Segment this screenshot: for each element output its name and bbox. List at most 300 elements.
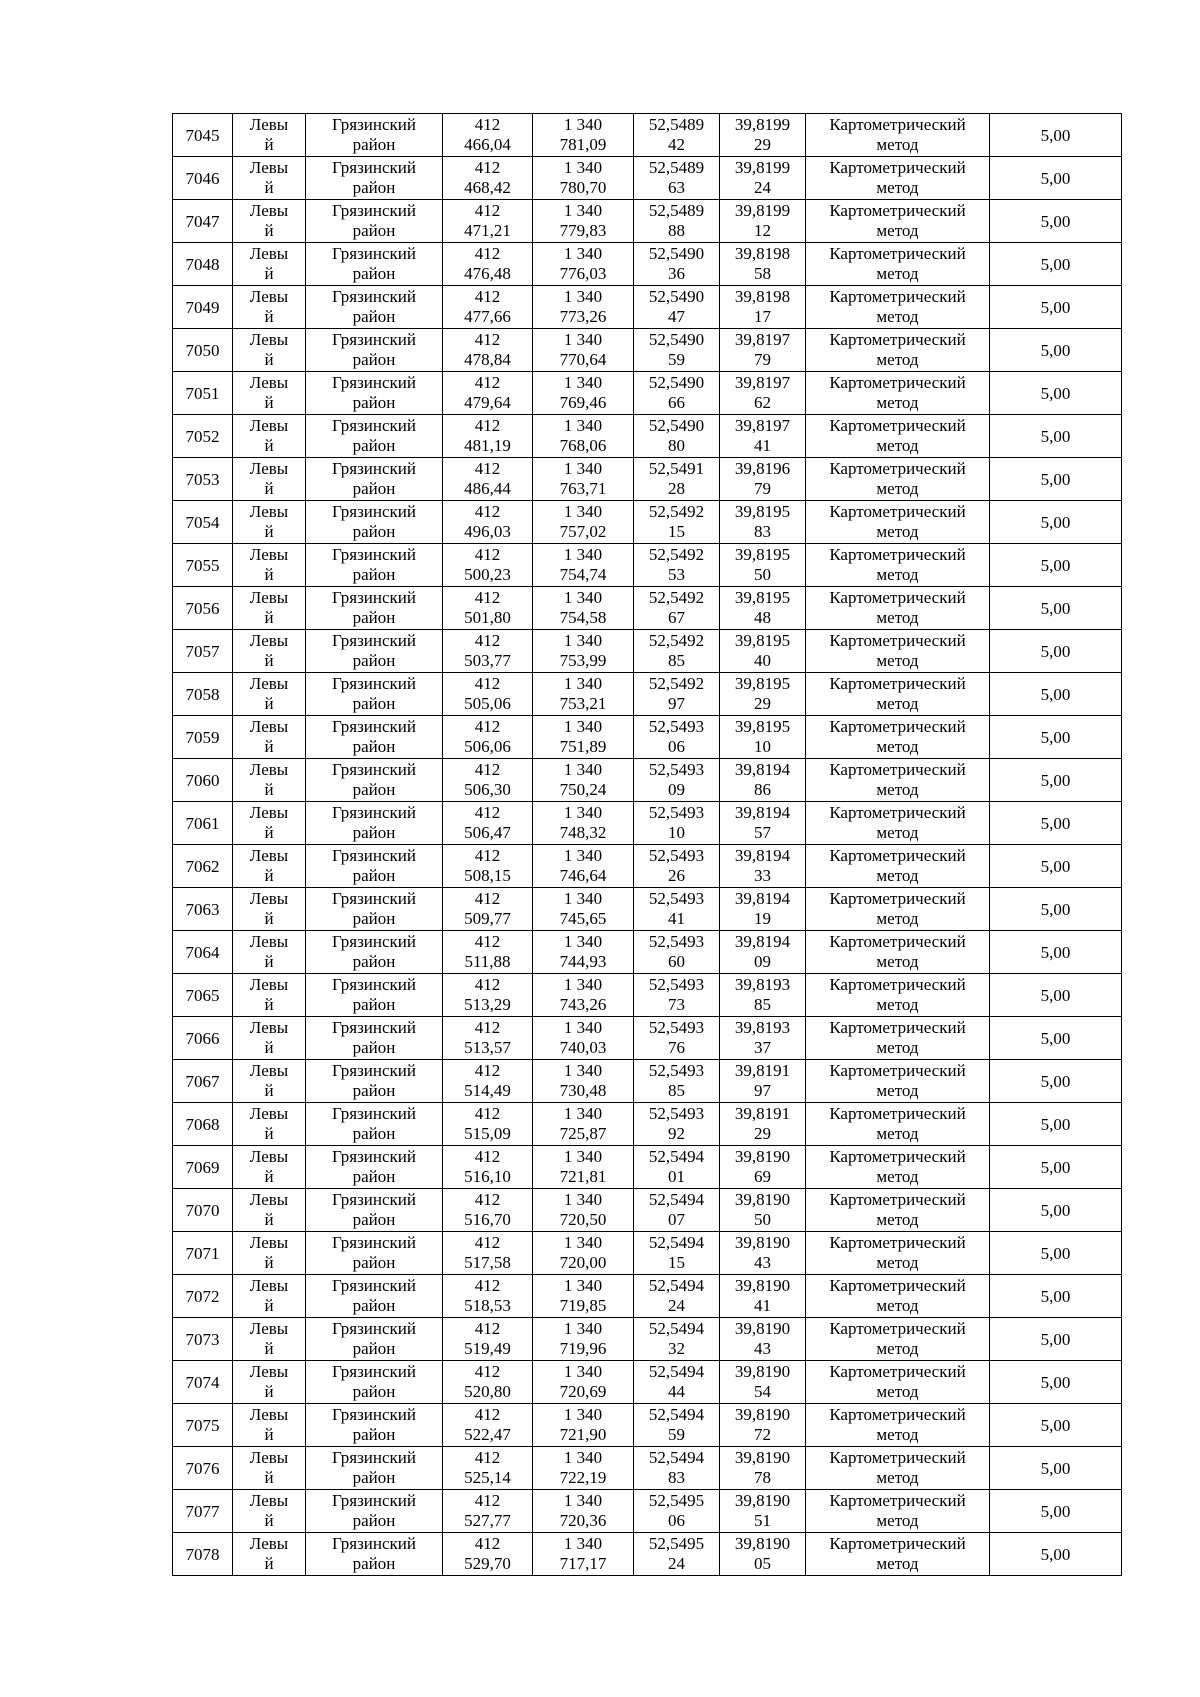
bank-side-cell-line: й <box>264 694 274 713</box>
longitude-cell <box>720 1060 806 1103</box>
bank-side-cell-line: Левы <box>249 1448 289 1467</box>
method-cell-line: метод <box>876 1425 919 1444</box>
method-cell-line: Картометрический <box>829 502 966 521</box>
method-cell <box>806 1533 990 1576</box>
method-cell <box>806 759 990 802</box>
method-cell <box>806 630 990 673</box>
x-coordinate-cell-line: 522,47 <box>464 1425 511 1444</box>
longitude-cell-line: 39,8193 <box>734 975 791 994</box>
longitude-cell <box>720 501 806 544</box>
district-cell <box>306 329 443 372</box>
y-coordinate-cell <box>533 114 634 157</box>
y-coordinate-cell-line: 1 340 <box>563 1190 603 1209</box>
longitude-cell-line: 33 <box>754 866 771 885</box>
method-cell-line: метод <box>876 1468 919 1487</box>
latitude-cell <box>634 243 720 286</box>
x-coordinate-cell <box>443 1361 533 1404</box>
bank-side-cell-line: Левы <box>249 244 289 263</box>
district-cell-line: район <box>352 393 396 412</box>
table-row <box>173 974 1122 1017</box>
y-coordinate-cell-line: 1 340 <box>563 674 603 693</box>
district-cell-line: Грязинский <box>332 545 416 564</box>
x-coordinate-cell <box>443 845 533 888</box>
latitude-cell-line: 52,5492 <box>648 588 705 607</box>
table-row <box>173 1060 1122 1103</box>
district-cell <box>306 802 443 845</box>
x-coordinate-cell-line: 505,06 <box>464 694 511 713</box>
latitude-cell-line: 52,5492 <box>648 502 705 521</box>
y-coordinate-cell <box>533 200 634 243</box>
x-coordinate-cell <box>443 630 533 673</box>
y-coordinate-cell-line: 725,87 <box>559 1124 607 1143</box>
longitude-cell-line: 39,8197 <box>734 416 791 435</box>
bank-side-cell <box>233 759 306 802</box>
bank-side-cell <box>233 372 306 415</box>
bank-side-cell-line: Левы <box>249 373 289 392</box>
bank-side-cell-line: Левы <box>249 416 289 435</box>
x-coordinate-cell <box>443 544 533 587</box>
longitude-cell <box>720 1146 806 1189</box>
y-coordinate-cell-line: 757,02 <box>559 522 607 541</box>
coordinates-table <box>172 113 1122 1576</box>
x-coordinate-cell-line: 412 <box>474 1534 501 1553</box>
y-coordinate-cell <box>533 1490 634 1533</box>
y-coordinate-cell-line: 1 340 <box>563 760 603 779</box>
method-cell <box>806 501 990 544</box>
accuracy-cell: 5,00 <box>990 931 1122 974</box>
table-row <box>173 888 1122 931</box>
bank-side-cell-line: й <box>264 1339 274 1358</box>
x-coordinate-cell <box>443 931 533 974</box>
bank-side-cell <box>233 974 306 1017</box>
accuracy-cell: 5,00 <box>990 1490 1122 1533</box>
longitude-cell-line: 86 <box>754 780 771 799</box>
longitude-cell-line: 39,8195 <box>734 588 791 607</box>
x-coordinate-cell-line: 412 <box>474 416 501 435</box>
table-row <box>173 1275 1122 1318</box>
bank-side-cell-line: й <box>264 1210 274 1229</box>
latitude-cell <box>634 501 720 544</box>
longitude-cell <box>720 673 806 716</box>
method-cell-line: Картометрический <box>829 330 966 349</box>
latitude-cell <box>634 845 720 888</box>
district-cell <box>306 1447 443 1490</box>
district-cell-line: район <box>352 1382 396 1401</box>
longitude-cell <box>720 931 806 974</box>
accuracy-cell: 5,00 <box>990 673 1122 716</box>
table-row <box>173 802 1122 845</box>
y-coordinate-cell <box>533 845 634 888</box>
district-cell <box>306 1103 443 1146</box>
y-coordinate-cell-line: 1 340 <box>563 1362 603 1381</box>
point-number-cell: 7056 <box>173 587 233 630</box>
bank-side-cell <box>233 286 306 329</box>
x-coordinate-cell-line: 412 <box>474 588 501 607</box>
method-cell <box>806 1103 990 1146</box>
method-cell-line: метод <box>876 264 919 283</box>
point-number-cell: 7071 <box>173 1232 233 1275</box>
y-coordinate-cell-line: 743,26 <box>559 995 607 1014</box>
y-coordinate-cell <box>533 888 634 931</box>
longitude-cell-line: 39,8197 <box>734 373 791 392</box>
longitude-cell-line: 09 <box>754 952 771 971</box>
x-coordinate-cell-line: 412 <box>474 1061 501 1080</box>
point-number-cell: 7055 <box>173 544 233 587</box>
bank-side-cell-line: й <box>264 436 274 455</box>
table-row <box>173 286 1122 329</box>
method-cell <box>806 200 990 243</box>
method-cell-line: Картометрический <box>829 1276 966 1295</box>
x-coordinate-cell <box>443 501 533 544</box>
district-cell-line: Грязинский <box>332 115 416 134</box>
latitude-cell-line: 52,5493 <box>648 975 705 994</box>
district-cell-line: район <box>352 1296 396 1315</box>
district-cell <box>306 845 443 888</box>
x-coordinate-cell <box>443 1404 533 1447</box>
bank-side-cell-line: Левы <box>249 1534 289 1553</box>
point-number-cell: 7072 <box>173 1275 233 1318</box>
x-coordinate-cell-line: 412 <box>474 1448 501 1467</box>
bank-side-cell-line: Левы <box>249 1190 289 1209</box>
longitude-cell-line: 79 <box>754 350 771 369</box>
latitude-cell <box>634 372 720 415</box>
accuracy-cell: 5,00 <box>990 888 1122 931</box>
x-coordinate-cell-line: 527,77 <box>464 1511 511 1530</box>
method-cell-line: метод <box>876 1253 919 1272</box>
district-cell <box>306 1060 443 1103</box>
point-number-cell: 7062 <box>173 845 233 888</box>
longitude-cell <box>720 759 806 802</box>
point-number-cell: 7052 <box>173 415 233 458</box>
y-coordinate-cell-line: 720,50 <box>559 1210 607 1229</box>
y-coordinate-cell <box>533 1146 634 1189</box>
longitude-cell-line: 39,8191 <box>734 1061 791 1080</box>
bank-side-cell <box>233 1318 306 1361</box>
district-cell-line: район <box>352 565 396 584</box>
point-number-cell: 7053 <box>173 458 233 501</box>
longitude-cell-line: 79 <box>754 479 771 498</box>
longitude-cell-line: 48 <box>754 608 771 627</box>
point-number-cell: 7061 <box>173 802 233 845</box>
longitude-cell-line: 39,8194 <box>734 889 791 908</box>
y-coordinate-cell-line: 1 340 <box>563 588 603 607</box>
bank-side-cell <box>233 1232 306 1275</box>
method-cell <box>806 974 990 1017</box>
x-coordinate-cell-line: 509,77 <box>464 909 511 928</box>
accuracy-cell: 5,00 <box>990 114 1122 157</box>
method-cell-line: метод <box>876 1511 919 1530</box>
district-cell <box>306 1490 443 1533</box>
method-cell-line: метод <box>876 522 919 541</box>
x-coordinate-cell <box>443 1275 533 1318</box>
y-coordinate-cell-line: 1 340 <box>563 717 603 736</box>
method-cell-line: метод <box>876 866 919 885</box>
accuracy-cell: 5,00 <box>990 286 1122 329</box>
bank-side-cell-line: й <box>264 823 274 842</box>
bank-side-cell-line: й <box>264 1167 274 1186</box>
district-cell <box>306 931 443 974</box>
method-cell-line: Картометрический <box>829 1147 966 1166</box>
district-cell-line: Грязинский <box>332 1190 416 1209</box>
method-cell-line: Картометрический <box>829 674 966 693</box>
latitude-cell-line: 07 <box>668 1210 685 1229</box>
district-cell-line: район <box>352 995 396 1014</box>
y-coordinate-cell <box>533 415 634 458</box>
bank-side-cell-line: Левы <box>249 1491 289 1510</box>
method-cell-line: Картометрический <box>829 631 966 650</box>
latitude-cell-line: 52,5490 <box>648 330 705 349</box>
district-cell-line: район <box>352 694 396 713</box>
district-cell-line: Грязинский <box>332 846 416 865</box>
x-coordinate-cell-line: 471,21 <box>464 221 511 240</box>
latitude-cell-line: 01 <box>668 1167 685 1186</box>
y-coordinate-cell-line: 768,06 <box>559 436 607 455</box>
longitude-cell-line: 39,8194 <box>734 803 791 822</box>
longitude-cell-line: 39,8195 <box>734 545 791 564</box>
x-coordinate-cell <box>443 587 533 630</box>
longitude-cell-line: 37 <box>754 1038 771 1057</box>
longitude-cell-line: 29 <box>754 135 771 154</box>
table-row <box>173 544 1122 587</box>
x-coordinate-cell <box>443 243 533 286</box>
longitude-cell <box>720 888 806 931</box>
y-coordinate-cell-line: 1 340 <box>563 1104 603 1123</box>
district-cell-line: район <box>352 866 396 885</box>
district-cell-line: Грязинский <box>332 373 416 392</box>
district-cell-line: Грязинский <box>332 1405 416 1424</box>
method-cell <box>806 931 990 974</box>
x-coordinate-cell <box>443 1189 533 1232</box>
longitude-cell <box>720 1232 806 1275</box>
bank-side-cell <box>233 802 306 845</box>
table-row <box>173 1318 1122 1361</box>
latitude-cell-line: 52,5490 <box>648 373 705 392</box>
x-coordinate-cell <box>443 1146 533 1189</box>
accuracy-cell: 5,00 <box>990 587 1122 630</box>
latitude-cell <box>634 716 720 759</box>
point-number-cell: 7049 <box>173 286 233 329</box>
bank-side-cell <box>233 157 306 200</box>
y-coordinate-cell <box>533 1361 634 1404</box>
accuracy-cell: 5,00 <box>990 329 1122 372</box>
longitude-cell-line: 43 <box>754 1253 771 1272</box>
district-cell-line: район <box>352 1253 396 1272</box>
bank-side-cell-line: Левы <box>249 674 289 693</box>
y-coordinate-cell-line: 754,74 <box>559 565 607 584</box>
longitude-cell <box>720 1490 806 1533</box>
bank-side-cell <box>233 1146 306 1189</box>
longitude-cell-line: 39,8195 <box>734 631 791 650</box>
latitude-cell-line: 52,5494 <box>648 1190 705 1209</box>
x-coordinate-cell <box>443 1533 533 1576</box>
method-cell-line: Картометрический <box>829 1190 966 1209</box>
method-cell-line: метод <box>876 393 919 412</box>
x-coordinate-cell <box>443 114 533 157</box>
district-cell <box>306 587 443 630</box>
x-coordinate-cell-line: 412 <box>474 545 501 564</box>
latitude-cell-line: 15 <box>668 522 685 541</box>
y-coordinate-cell-line: 750,24 <box>559 780 607 799</box>
latitude-cell-line: 52,5493 <box>648 1061 705 1080</box>
method-cell-line: метод <box>876 651 919 670</box>
bank-side-cell <box>233 587 306 630</box>
x-coordinate-cell-line: 412 <box>474 1104 501 1123</box>
point-number-cell: 7070 <box>173 1189 233 1232</box>
latitude-cell-line: 52,5494 <box>648 1319 705 1338</box>
x-coordinate-cell <box>443 157 533 200</box>
y-coordinate-cell-line: 1 340 <box>563 1018 603 1037</box>
longitude-cell-line: 39,8199 <box>734 158 791 177</box>
bank-side-cell-line: й <box>264 952 274 971</box>
district-cell-line: Грязинский <box>332 674 416 693</box>
longitude-cell-line: 39,8190 <box>734 1147 791 1166</box>
method-cell <box>806 1318 990 1361</box>
x-coordinate-cell-line: 486,44 <box>464 479 511 498</box>
method-cell <box>806 329 990 372</box>
latitude-cell-line: 52,5493 <box>648 889 705 908</box>
table-row <box>173 931 1122 974</box>
x-coordinate-cell <box>443 1060 533 1103</box>
bank-side-cell <box>233 1189 306 1232</box>
x-coordinate-cell-line: 412 <box>474 330 501 349</box>
point-number-cell: 7064 <box>173 931 233 974</box>
table-row <box>173 1447 1122 1490</box>
latitude-cell-line: 10 <box>668 823 685 842</box>
y-coordinate-cell-line: 722,19 <box>559 1468 607 1487</box>
longitude-cell-line: 39,8197 <box>734 330 791 349</box>
latitude-cell-line: 52,5491 <box>648 459 705 478</box>
longitude-cell-line: 39,8198 <box>734 244 791 263</box>
method-cell-line: метод <box>876 350 919 369</box>
accuracy-cell: 5,00 <box>990 1533 1122 1576</box>
y-coordinate-cell <box>533 802 634 845</box>
bank-side-cell-line: Левы <box>249 1276 289 1295</box>
district-cell-line: район <box>352 264 396 283</box>
bank-side-cell-line: й <box>264 1382 274 1401</box>
latitude-cell-line: 52,5490 <box>648 416 705 435</box>
bank-side-cell-line: й <box>264 1511 274 1530</box>
x-coordinate-cell-line: 412 <box>474 373 501 392</box>
point-number-cell: 7048 <box>173 243 233 286</box>
bank-side-cell <box>233 1490 306 1533</box>
latitude-cell-line: 42 <box>668 135 685 154</box>
x-coordinate-cell-line: 412 <box>474 158 501 177</box>
point-number-cell: 7050 <box>173 329 233 372</box>
bank-side-cell-line: Левы <box>249 717 289 736</box>
x-coordinate-cell-line: 516,10 <box>464 1167 511 1186</box>
bank-side-cell-line: й <box>264 1038 274 1057</box>
x-coordinate-cell-line: 412 <box>474 1491 501 1510</box>
accuracy-cell: 5,00 <box>990 1404 1122 1447</box>
latitude-cell <box>634 415 720 458</box>
accuracy-cell: 5,00 <box>990 630 1122 673</box>
latitude-cell-line: 88 <box>668 221 685 240</box>
x-coordinate-cell-line: 511,88 <box>464 952 511 971</box>
y-coordinate-cell-line: 745,65 <box>559 909 607 928</box>
method-cell-line: Картометрический <box>829 717 966 736</box>
bank-side-cell-line: й <box>264 264 274 283</box>
latitude-cell-line: 24 <box>668 1554 685 1573</box>
latitude-cell <box>634 587 720 630</box>
latitude-cell-line: 44 <box>668 1382 685 1401</box>
longitude-cell-line: 57 <box>754 823 771 842</box>
bank-side-cell <box>233 1103 306 1146</box>
accuracy-cell: 5,00 <box>990 845 1122 888</box>
latitude-cell-line: 15 <box>668 1253 685 1272</box>
y-coordinate-cell-line: 773,26 <box>559 307 607 326</box>
accuracy-cell: 5,00 <box>990 544 1122 587</box>
longitude-cell-line: 62 <box>754 393 771 412</box>
table-row <box>173 673 1122 716</box>
bank-side-cell-line: Левы <box>249 1362 289 1381</box>
point-number-cell: 7051 <box>173 372 233 415</box>
bank-side-cell-line: Левы <box>249 502 289 521</box>
table-row <box>173 1404 1122 1447</box>
method-cell-line: Картометрический <box>829 158 966 177</box>
longitude-cell <box>720 372 806 415</box>
table-row <box>173 1017 1122 1060</box>
table-row <box>173 1146 1122 1189</box>
bank-side-cell-line: й <box>264 780 274 799</box>
y-coordinate-cell-line: 730,48 <box>559 1081 607 1100</box>
latitude-cell-line: 59 <box>668 350 685 369</box>
x-coordinate-cell <box>443 372 533 415</box>
latitude-cell <box>634 544 720 587</box>
bank-side-cell-line: й <box>264 221 274 240</box>
longitude-cell-line: 50 <box>754 1210 771 1229</box>
method-cell <box>806 1146 990 1189</box>
latitude-cell <box>634 1361 720 1404</box>
accuracy-cell: 5,00 <box>990 1189 1122 1232</box>
district-cell <box>306 286 443 329</box>
y-coordinate-cell-line: 1 340 <box>563 1276 603 1295</box>
method-cell-line: Картометрический <box>829 1061 966 1080</box>
district-cell-line: Грязинский <box>332 1319 416 1338</box>
y-coordinate-cell-line: 746,64 <box>559 866 607 885</box>
bank-side-cell-line: Левы <box>249 545 289 564</box>
bank-side-cell-line: Левы <box>249 201 289 220</box>
bank-side-cell-line: Левы <box>249 158 289 177</box>
table-row <box>173 845 1122 888</box>
district-cell-line: район <box>352 952 396 971</box>
longitude-cell-line: 39,8190 <box>734 1534 791 1553</box>
y-coordinate-cell-line: 1 340 <box>563 932 603 951</box>
district-cell-line: район <box>352 780 396 799</box>
longitude-cell-line: 29 <box>754 694 771 713</box>
bank-side-cell <box>233 114 306 157</box>
longitude-cell-line: 39,8199 <box>734 201 791 220</box>
method-cell <box>806 114 990 157</box>
y-coordinate-cell-line: 1 340 <box>563 846 603 865</box>
point-number-cell: 7074 <box>173 1361 233 1404</box>
bank-side-cell-line: й <box>264 1468 274 1487</box>
district-cell <box>306 415 443 458</box>
y-coordinate-cell <box>533 1275 634 1318</box>
y-coordinate-cell-line: 770,64 <box>559 350 607 369</box>
x-coordinate-cell-line: 517,58 <box>464 1253 511 1272</box>
longitude-cell-line: 41 <box>754 1296 771 1315</box>
method-cell-line: метод <box>876 1296 919 1315</box>
x-coordinate-cell-line: 516,70 <box>464 1210 511 1229</box>
y-coordinate-cell-line: 769,46 <box>559 393 607 412</box>
latitude-cell-line: 52,5493 <box>648 1104 705 1123</box>
bank-side-cell-line: Левы <box>249 588 289 607</box>
y-coordinate-cell-line: 1 340 <box>563 502 603 521</box>
bank-side-cell <box>233 200 306 243</box>
district-cell <box>306 1533 443 1576</box>
longitude-cell-line: 39,8194 <box>734 932 791 951</box>
longitude-cell <box>720 157 806 200</box>
